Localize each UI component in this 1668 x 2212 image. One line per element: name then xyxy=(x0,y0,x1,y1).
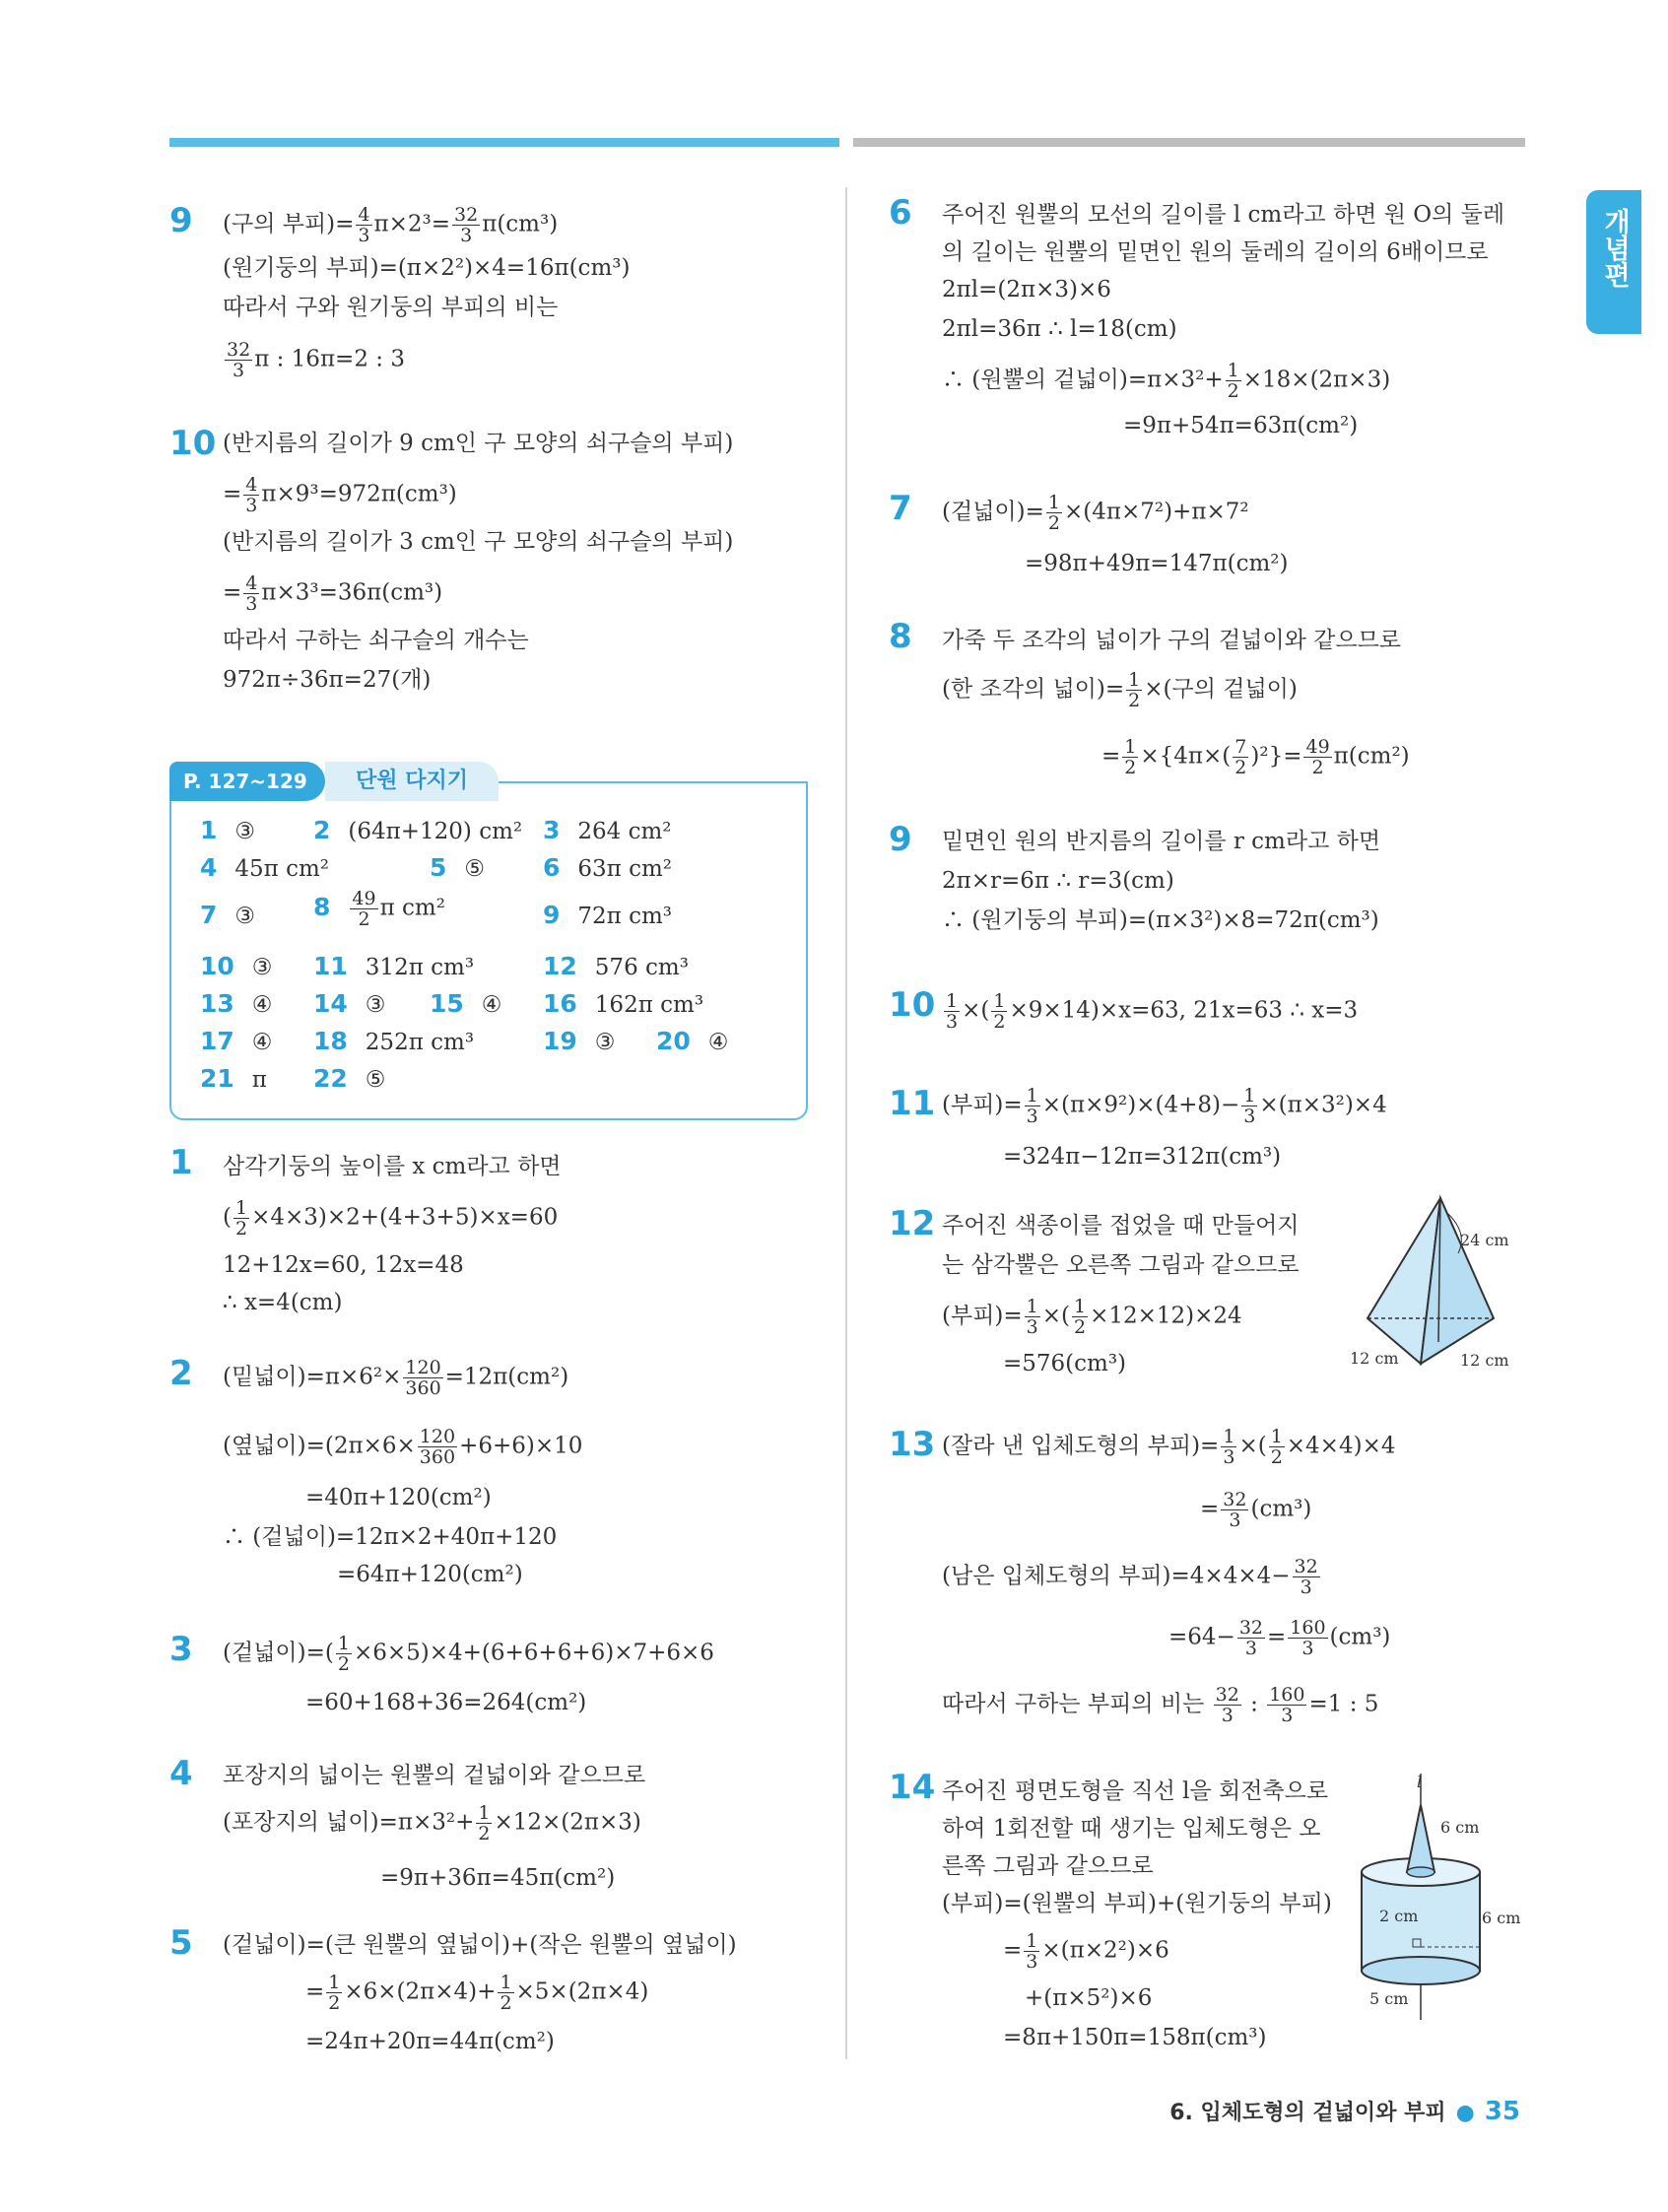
solution-line: = $\frac{32}{3}$ (cm³) xyxy=(1200,1489,1312,1531)
label-small-radius: 2 cm xyxy=(1379,1907,1419,1925)
solution-line: 따라서 구하는 쇠구슬의 개수는 xyxy=(223,628,529,653)
solution-line: (밑넓이)=π×6²× $\frac{120}{360}$ =12π(cm²) xyxy=(223,1357,569,1399)
solution-line: = $\frac{1}{3}$ ×(π×2²)×6 xyxy=(1003,1930,1169,1973)
solution-line: 가죽 두 조각의 넓이가 구의 겉넓이와 같으므로 xyxy=(942,628,1402,653)
answer-item: 8 $\frac{49}{2}$ π cm² xyxy=(313,888,445,930)
solution-line: (부피)= $\frac{1}{3}$ ×(π×9²)×(4+8)− $\frac{1}{3}$ ×(π×3²)×4 xyxy=(942,1085,1387,1127)
problem-number: 2 xyxy=(169,1354,193,1393)
answer-item: 10 ③ xyxy=(200,952,273,980)
solution-line: =9π+54π=63π(cm²) xyxy=(1123,413,1359,438)
solution-line: (반지름의 길이가 9 cm인 구 모양의 쇠구슬의 부피) xyxy=(223,431,734,456)
solution-line: 는 삼각뿔은 오른쪽 그림과 같으므로 xyxy=(942,1252,1300,1278)
solution-line: 주어진 색종이를 접었을 때 만들어지 xyxy=(942,1213,1300,1239)
answer-item: 15 ④ xyxy=(430,989,502,1018)
answer-item: 21 π xyxy=(200,1064,267,1093)
answer-item: 1 ③ xyxy=(200,816,256,844)
solution-line: = $\frac{1}{2}$ ×6×(2π×4)+ $\frac{1}{2}$ ×5×(2π×4) xyxy=(305,1972,649,2014)
solution-line: (한 조각의 넓이)= $\frac{1}{2}$ ×(구의 겉넓이) xyxy=(942,669,1298,711)
solution-line: = $\frac{1}{2}$ ×{4π×( $\frac{7}{2}$ )²}= $\frac{49}{2}$ π(cm²) xyxy=(1101,736,1410,778)
solution-line: 따라서 구와 원기둥의 부피의 비는 xyxy=(223,295,559,320)
solution-line: 의 길이는 원뿔의 밑면인 원의 둘레의 길이의 6배이므로 xyxy=(942,239,1489,265)
solution-line: (부피)= $\frac{1}{3}$ ×( $\frac{1}{2}$ ×12×12)×24 xyxy=(942,1296,1242,1338)
answer-item: 7 ③ xyxy=(200,901,256,929)
problem-number: 13 xyxy=(889,1425,936,1464)
chapter-title: 6. 입체도형의 겉넓이와 부피 xyxy=(1169,2101,1446,2125)
solution-line: 따라서 구하는 부피의 비는 $\frac{32}{3}$ : $\frac{160}{3}$ =1 : 5 xyxy=(942,1684,1379,1726)
solution-line: =98π+49π=147π(cm²) xyxy=(1025,551,1289,576)
solution-line: (잘라 낸 입체도형의 부피)= $\frac{1}{3}$ ×( $\frac{1}{2}$ ×4×4)×4 xyxy=(942,1426,1396,1468)
problem-number: 3 xyxy=(169,1630,193,1669)
solution-line: 하여 1회전할 때 생기는 입체도형은 오 xyxy=(942,1816,1321,1842)
solution-line: (겉넓이)= $\frac{1}{2}$ ×(4π×7²)+π×7² xyxy=(942,492,1249,534)
header-bar-right xyxy=(853,138,1525,147)
cylinder-cone-figure xyxy=(1350,1774,1527,2030)
solution-line: ∴ (원기둥의 부피)=(π×3²)×8=72π(cm³) xyxy=(942,907,1379,933)
page-range-tag: P. 127~129 xyxy=(169,762,325,801)
solution-line: = $\frac{4}{3}$ π×3³=36π(cm³) xyxy=(223,572,443,615)
answer-item: 5 ⑤ xyxy=(430,853,486,882)
answer-item: 9 72π cm³ xyxy=(543,901,673,929)
section-tab[interactable]: 개념편 xyxy=(1586,190,1641,334)
label-right: 12 cm xyxy=(1460,1351,1509,1370)
problem-number: 12 xyxy=(889,1204,936,1243)
solution-line: 밑면인 원의 반지름의 길이를 r cm라고 하면 xyxy=(942,829,1381,854)
solution-line: =9π+36π=45π(cm²) xyxy=(380,1865,616,1891)
bullet-icon: ● xyxy=(1455,2101,1475,2125)
solution-line: 주어진 원뿔의 모선의 길이를 l cm라고 하면 원 O의 둘레 xyxy=(942,202,1505,228)
answer-item: 3 264 cm² xyxy=(543,816,672,844)
column-divider xyxy=(845,187,847,2059)
answer-item: 19 ③ xyxy=(543,1027,616,1055)
unit-title: 단원 다지기 xyxy=(325,762,499,801)
problem-number: 10 xyxy=(169,424,217,463)
problem-number: 8 xyxy=(889,617,912,656)
solution-line: 2π×r=6π ∴ r=3(cm) xyxy=(942,868,1174,894)
answer-item: 6 63π cm² xyxy=(543,853,673,882)
answer-item: 18 252π cm³ xyxy=(313,1027,475,1055)
problem-number: 7 xyxy=(889,489,912,528)
label-cylinder-height: 6 cm xyxy=(1482,1909,1521,1927)
solution-line: (옆넓이)=(2π×6× $\frac{120}{360}$ +6+6)×10 xyxy=(223,1426,583,1468)
solution-line: 972π÷36π=27(개) xyxy=(223,667,432,693)
problem-number: 9 xyxy=(169,201,193,240)
solution-line: = $\frac{4}{3}$ π×9³=972π(cm³) xyxy=(223,474,457,516)
problem-number: 1 xyxy=(169,1143,193,1182)
solution-line: ∴ (겉넓이)=12π×2+40π+120 xyxy=(223,1524,558,1550)
solution-line: =576(cm³) xyxy=(1003,1351,1127,1376)
solution-line: 2πl=36π ∴ l=18(cm) xyxy=(942,316,1177,342)
solution-line: =64π+120(cm²) xyxy=(337,1562,523,1587)
answer-item: 16 162π cm³ xyxy=(543,989,704,1018)
label-cone-height: 6 cm xyxy=(1440,1818,1480,1837)
page-footer xyxy=(1169,2096,1520,2126)
header-bar-left xyxy=(169,138,839,147)
answer-item: 17 ④ xyxy=(200,1027,273,1055)
solution-line: ∴ (원뿔의 겉넓이)=π×3²+ $\frac{1}{2}$ ×18×(2π×3) xyxy=(942,360,1391,402)
label-top: 24 cm xyxy=(1460,1231,1509,1249)
problem-number: 5 xyxy=(169,1923,193,1963)
problem-number: 9 xyxy=(889,820,912,859)
problem-number: 4 xyxy=(169,1754,193,1793)
solution-line: =8π+150π=158π(cm³) xyxy=(1003,2025,1267,2050)
answer-item: 12 576 cm³ xyxy=(543,952,689,980)
solution-line: 삼각기둥의 높이를 x cm라고 하면 xyxy=(223,1154,562,1179)
solution-line: +(π×5²)×6 xyxy=(1025,1985,1153,2011)
solution-line: (반지름의 길이가 3 cm인 구 모양의 쇠구슬의 부피) xyxy=(223,529,734,555)
axis-label: l xyxy=(1417,1774,1423,1791)
answer-item: 20 ④ xyxy=(656,1027,729,1055)
answer-item: 2 (64π+120) cm² xyxy=(313,816,523,844)
solution-line: ( $\frac{1}{2}$ ×4×3)×2+(4+3+5)×x=60 xyxy=(223,1197,559,1240)
problem-number: 10 xyxy=(889,985,936,1025)
solution-line: (남은 입체도형의 부피)=4×4×4− $\frac{32}{3}$ xyxy=(942,1556,1318,1598)
solution-line: =64− $\frac{32}{3}$ = $\frac{160}{3}$ (cm³) xyxy=(1168,1617,1391,1659)
answer-item: 13 ④ xyxy=(200,989,273,1018)
solution-line: =24π+20π=44π(cm²) xyxy=(305,2029,555,2054)
label-left: 12 cm xyxy=(1350,1349,1399,1368)
solution-line: ∴ x=4(cm) xyxy=(223,1290,343,1315)
problem-number: 6 xyxy=(889,193,912,233)
page-number: 35 xyxy=(1484,2097,1520,2126)
solution-line: $\frac{1}{3}$ ×( $\frac{1}{2}$ ×9×14)×x=63, 21x=63 ∴ x=3 xyxy=(946,990,1359,1033)
solution-line: =40π+120(cm²) xyxy=(305,1485,492,1510)
answer-item: 22 ⑤ xyxy=(313,1064,386,1093)
solution-line: =60+168+36=264(cm²) xyxy=(305,1690,587,1715)
solution-line: 른쪽 그림과 같으므로 xyxy=(942,1853,1154,1879)
solution-line: (구의 부피)= $\frac{4}{3}$ π×2³= $\frac{32}{3}$ π(cm³) xyxy=(223,204,559,246)
answer-item: 14 ③ xyxy=(313,989,386,1018)
solution-line: 포장지의 넓이는 원뿔의 겉넓이와 같으므로 xyxy=(223,1763,646,1788)
problem-number: 14 xyxy=(889,1768,936,1807)
answer-item: 4 45π cm² xyxy=(200,853,330,882)
solution-line: 2πl=(2π×3)×6 xyxy=(942,277,1111,302)
solution-line: (부피)=(원뿔의 부피)+(원기둥의 부피) xyxy=(942,1891,1332,1916)
solution-line: (원기둥의 부피)=(π×2²)×4=16π(cm³) xyxy=(223,255,631,281)
solution-line: 주어진 평면도형을 직선 l을 회전축으로 xyxy=(942,1778,1329,1804)
solution-line: (겉넓이)=( $\frac{1}{2}$ ×6×5)×4+(6+6+6+6)×7+6×6 xyxy=(223,1633,714,1675)
solution-line: $\frac{32}{3}$ π : 16π=2 : 3 xyxy=(227,339,405,381)
solution-line: =324π−12π=312π(cm³) xyxy=(1003,1144,1282,1170)
solution-line: (겉넓이)=(큰 원뿔의 옆넓이)+(작은 원뿔의 옆넓이) xyxy=(223,1932,737,1958)
label-big-radius: 5 cm xyxy=(1369,1989,1409,2008)
tetrahedron-figure xyxy=(1350,1194,1527,1372)
problem-number: 11 xyxy=(889,1084,936,1123)
solution-line: (포장지의 넓이)=π×3²+ $\frac{1}{2}$ ×12×(2π×3) xyxy=(223,1802,641,1844)
solution-line: 12+12x=60, 12x=48 xyxy=(223,1252,464,1278)
answer-item: 11 312π cm³ xyxy=(313,952,475,980)
